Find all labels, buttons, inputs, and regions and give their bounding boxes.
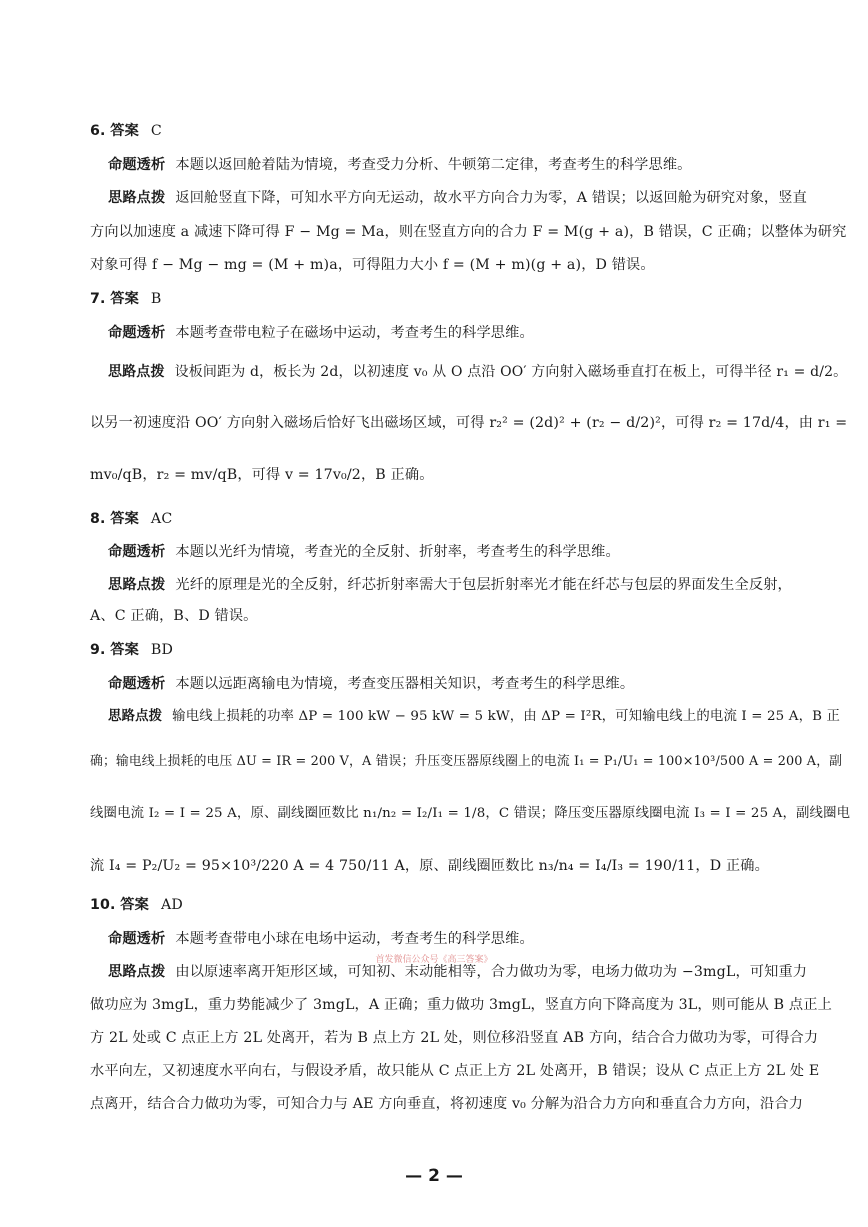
question-9-hint-line-4: 流 I₄ = P₂/U₂ = 95×10³/220 A = 4 750/11 A，原、副线圈匝数比 n₃/n₄ = I₄/I₃ = 190/11，D 正确。: [90, 858, 769, 874]
question-9-hint-line-3: 线圈电流 I₂ = I = 25 A，原、副线圈匝数比 n₁/n₂ = I₂/I₁ = 1/8，C 错误；降压变压器原线圈电流 I₃ = I = 25 A，副线圈电: [90, 806, 851, 821]
page-number: — 2 —: [405, 1166, 463, 1186]
question-10-hint-line-4: 水平向左，又初速度水平向右，与假设矛盾，故只能从 C 点正上方 2L 处离开，B 错误；设从 C 点正上方 2L 处 E: [90, 1063, 820, 1079]
question-7-answer-line: 7. 答案 B: [90, 291, 162, 307]
question-6-hint-line-1: 思路点拨 返回舱竖直下降，可知水平方向无运动，故水平方向合力为零，A 错误；以返回舱为研究对象，竖直: [108, 190, 807, 206]
question-6-hint-line-2: 方向以加速度 a 减速下降可得 F − Mg = Ma，则在竖直方向的合力 F = M(g + a)，B 错误，C 正确；以整体为研究: [90, 224, 847, 240]
question-10-hint-line-2: 做功应为 3mgL，重力势能减少了 3mgL，A 正确；重力做功 3mgL，竖直方向下降高度为 3L，则可能从 B 点正上: [90, 997, 832, 1013]
question-10-analysis: 命题透析 本题考查带电小球在电场中运动，考查考生的科学思维。: [108, 931, 534, 947]
question-6-analysis: 命题透析 本题以返回舱着陆为情境，考查受力分析、牛顿第二定律，考查考生的科学思维。: [108, 157, 692, 173]
question-10-hint-line-1: 思路点拨 由以原速率离开矩形区域，可知初、末动能相等，合力做功为零，电场力做功为 −3mgL，可知重力: [108, 964, 808, 980]
question-10-hint-line-3: 方 2L 处或 C 点正上方 2L 处离开，若为 B 点上方 2L 处，则位移沿竖直 AB 方向，结合合力做功为零，可得合力: [90, 1030, 819, 1046]
question-7-hint-line-3: mv₀/qB，r₂ = mv/qB，可得 v = 17v₀/2，B 正确。: [90, 467, 434, 483]
question-9-answer-line: 9. 答案 BD: [90, 642, 174, 658]
question-7-hint-line-1: 思路点拨 设板间距为 d，板长为 2d，以初速度 v₀ 从 O 点沿 OO′ 方向射入磁场垂直打在板上，可得半径 r₁ = d/2。: [108, 364, 848, 380]
watermark: 首发微信公众号《高三答案》: [375, 955, 493, 965]
question-7-hint-line-2: 以另一初速度沿 OO′ 方向射入磁场后恰好飞出磁场区域，可得 r₂² = (2d)² + (r₂ − d/2)²，可得 r₂ = 17d/4，由 r₁ =: [90, 415, 848, 431]
question-8-analysis: 命题透析 本题以光纤为情境，考查光的全反射、折射率，考查考生的科学思维。: [108, 544, 620, 560]
question-9-hint-line-2: 确；输电线上损耗的电压 ΔU = IR = 200 V，A 错误；升压变压器原线圈上的电流 I₁ = P₁/U₁ = 100×10³/500 A = 200 A，副: [90, 754, 843, 769]
question-9-hint-line-1: 思路点拨 输电线上损耗的功率 ΔP = 100 kW − 95 kW = 5 kW，由 ΔP = I²R，可知输电线上的电流 I = 25 A，B 正: [108, 709, 841, 724]
question-10-answer-line: 10. 答案 AD: [90, 897, 183, 913]
question-10-hint-line-5: 点离开，结合合力做功为零，可知合力与 AE 方向垂直，将初速度 v₀ 分解为沿合力方向和垂直合力方向，沿合力: [90, 1096, 804, 1112]
question-9-analysis: 命题透析 本题以远距离输电为情境，考查变压器相关知识，考查考生的科学思维。: [108, 676, 635, 692]
question-7-analysis: 命题透析 本题考查带电粒子在磁场中运动，考查考生的科学思维。: [108, 325, 534, 341]
question-8-answer-line: 8. 答案 AC: [90, 511, 173, 527]
question-6-hint-line-3: 对象可得 f − Mg − mg = (M + m)a，可得阻力大小 f = (M + m)(g + a)，D 错误。: [90, 257, 655, 273]
question-8-hint-line-1: 思路点拨 光纤的原理是光的全反射，纤芯折射率需大于包层折射率光才能在纤芯与包层的界面发生全反射，: [108, 577, 792, 593]
question-6-answer-line: 6. 答案 C: [90, 123, 162, 139]
question-8-hint-line-2: A、C 正确，B、D 错误。: [90, 608, 258, 624]
